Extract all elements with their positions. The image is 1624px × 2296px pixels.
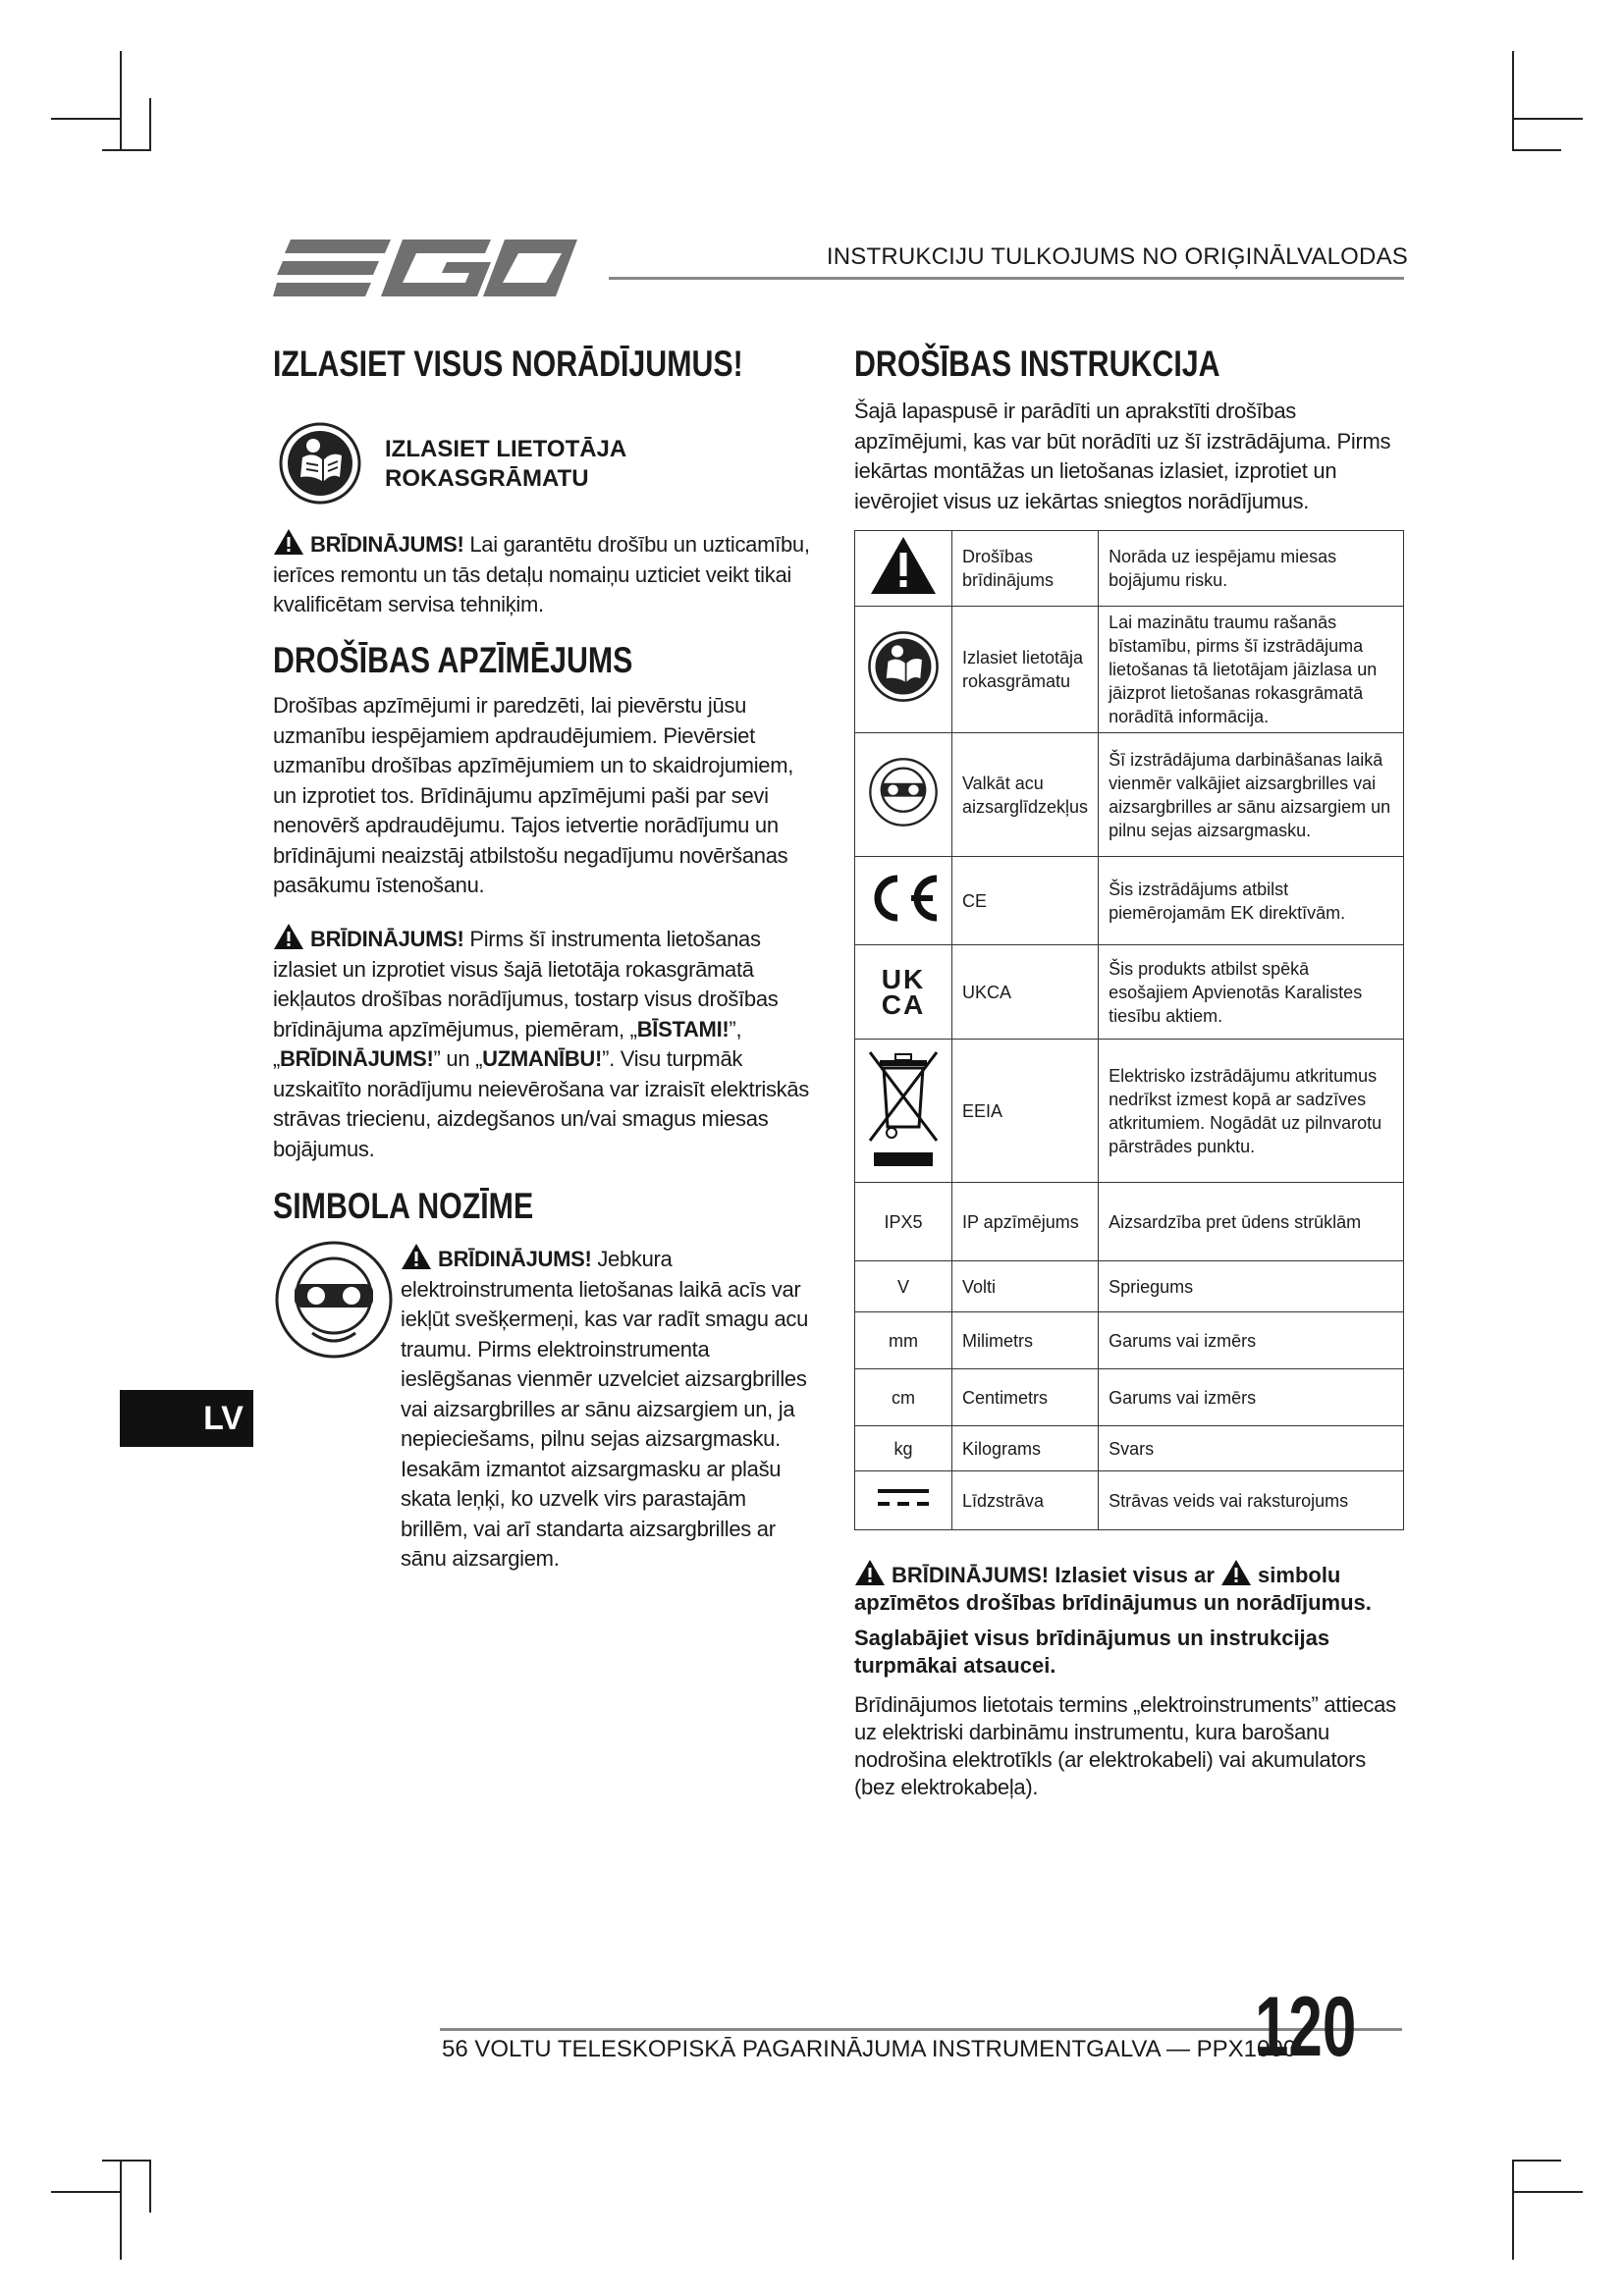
warning-triangle-icon — [1220, 1559, 1252, 1586]
crop-mark — [120, 2160, 122, 2260]
safety-symbols-text: Drošības apzīmējumi ir paredzēti, lai pievērstu jūsu uzmanību iespējamiem apdraudējumiem. Pievērsiet uzmanību drošības apzīmējumiem un to skaidrojumiem, un izprotiet tos. Brīdinājumu apzīmējumi paši par sevi nenovērš apdraudējumu. Tajos ietvertie norādījumu un brīdinājumi neaizstāj atbilstošu negadījumu novēršanas pasākumu īstenošanu. — [273, 693, 794, 897]
weee-bin-icon — [866, 1044, 941, 1172]
crop-mark — [1512, 2191, 1583, 2193]
crop-mark — [149, 2160, 151, 2213]
table-cell-name: Volti — [952, 1261, 1099, 1312]
warning2-uzmanibu: UZMANĪBU! — [482, 1046, 603, 1071]
warning2-text-a: Pirms šī instrumenta lietošanas izlasiet un izprotiet visus šajā lietotāja rokasgrāmatā iekļautos drošības norādījumus, tostarp visus drošības brīdinājuma apzīmējumus, piemēram, „ — [273, 927, 779, 1041]
table-cell-name: Drošības brīdinājums — [952, 531, 1099, 607]
table-cell-icon — [855, 733, 952, 857]
table-cell-name: UKCA — [952, 945, 1099, 1040]
footer-product: 56 VOLTU TELESKOPISKĀ PAGARINĀJUMA INSTRUMENTGALVA — PPX1000 — [442, 2036, 1297, 2062]
table-cell-name: Līdzstrāva — [952, 1471, 1099, 1530]
warning1 — [273, 528, 818, 620]
crop-mark — [120, 51, 122, 151]
heading-safety-instructions: DROŠĪBAS INSTRUKCIJA — [854, 344, 1220, 384]
direct-current-icon — [876, 1486, 931, 1510]
warning4 — [854, 1559, 1404, 1801]
heading-safety-symbols: DROŠĪBAS APZĪMĒJUMS — [273, 640, 633, 680]
table-cell-name: Kilograms — [952, 1426, 1099, 1471]
crop-mark — [149, 98, 151, 151]
table-cell-icon — [855, 1471, 952, 1530]
table-cell-symbol: cm — [855, 1369, 952, 1426]
safety-symbols-section — [273, 640, 818, 901]
crop-mark — [102, 2160, 151, 2162]
table-cell-symbol: kg — [855, 1426, 952, 1471]
table-cell-name: IP apzīmējums — [952, 1183, 1099, 1261]
crop-mark — [102, 149, 151, 151]
table-cell-icon — [855, 857, 952, 945]
crop-mark — [1512, 118, 1583, 120]
warning4-label: BRĪDINĀJUMS! — [892, 1563, 1050, 1587]
warning3 — [401, 1243, 819, 1575]
table-row — [855, 531, 1404, 607]
table-cell-desc: Šis produkts atbilst spēkā esošajiem Apvienotās Karalistes tiesību aktiem. — [1099, 945, 1404, 1040]
table-cell-desc: Strāvas veids vai raksturojums — [1099, 1471, 1404, 1530]
read-manual-icon — [866, 629, 941, 704]
table-row — [855, 1471, 1404, 1530]
table-cell-symbol: V — [855, 1261, 952, 1312]
warning3-text: Jebkura elektroinstrumenta lietošanas laikā acīs var iekļūt svešķermeņi, kas var radīt smagu acu traumu. Pirms elektroinstrumenta ieslēgšanas vienmēr uzvelciet aizsargbrilles vai aizsargbrilles ar sānu aizsargiem un, ja nepieciešams, pilnu sejas aizsargmasku. Iesakām izmantot aizsargmasku ar plašu skata leņķi, ko uzvelk virs parastajām brillēm, vai arī standarta aizsargbrilles ar sānu aizsargiem. — [401, 1247, 809, 1571]
crop-mark — [1512, 149, 1561, 151]
warning4-text-a: Izlasiet visus ar — [1055, 1563, 1215, 1587]
power-tool-definition: Brīdinājumos lietotais termins „elektroinstruments” attiecas uz elektriski darbināmu instrumentu, kura barošanu nodrošina elektrotīkls (ar elektrokabeli) vai akumulators (bez elektrokabeļa). — [854, 1692, 1396, 1799]
table-row — [855, 733, 1404, 857]
table-cell-desc: Elektrisko izstrādājumu atkritumus nedrīkst izmest kopā ar sadzīves atkritumiem. Nogādāt uz pilnvarotu pārstrādes punktu. — [1099, 1040, 1404, 1183]
warning-triangle-icon — [401, 1243, 432, 1270]
eye-protection-icon — [273, 1239, 395, 1365]
warning2-text-d: ”. Visu turpmāk uzskaitīto norādījumu neievērošana var izraisīt elektriskās strāvas triecienu, aizdegšanos un/vai smagus miesas bojājumus. — [273, 1046, 809, 1161]
table-cell-icon — [855, 1040, 952, 1183]
warning-triangle-icon — [273, 923, 304, 950]
warning-triangle-icon — [273, 528, 304, 556]
safety-intro: Šajā lapaspusē ir parādīti un aprakstīti drošības apzīmējumi, kas var būt norādīti uz šī izstrādājuma. Pirms iekārtas montāžas un lietošanas izlasiet, izprotiet un ievērojiet visus uz iekārtas sniegtos norādījumus. — [854, 399, 1391, 513]
table-cell-symbol: mm — [855, 1312, 952, 1369]
language-tab: LV — [120, 1390, 253, 1447]
save-note: Saglabājiet visus brīdinājumus un instrukcijas turpmākai atsaucei. — [854, 1626, 1330, 1678]
table-cell-name: EEIA — [952, 1040, 1099, 1183]
warning-triangle-icon — [869, 535, 938, 596]
table-row — [855, 1040, 1404, 1183]
table-cell-desc: Šī izstrādājuma darbināšanas laikā vienmēr valkājiet aizsargbrilles vai aizsargbrilles ar sānu aizsargiem un pilnu sejas aizsargmasku. — [1099, 733, 1404, 857]
table-row — [855, 607, 1404, 733]
warning2 — [273, 923, 818, 1164]
read-manual-label — [385, 435, 626, 494]
symbol-table — [854, 530, 1404, 1530]
heading-symbol-meaning: SIMBOLA NOZĪME — [273, 1186, 534, 1226]
heading-read-all: IZLASIET VISUS NORĀDĪJUMUS! — [273, 344, 743, 384]
table-cell-name: Izlasiet lietotāja rokasgrāmatu — [952, 607, 1099, 733]
eye-protection-icon — [868, 757, 939, 828]
table-cell-desc: Šis izstrādājums atbilst piemērojamām EK direktīvām. — [1099, 857, 1404, 945]
crop-mark — [51, 118, 122, 120]
ce-mark-icon — [864, 871, 943, 926]
warning1-label: BRĪDINĀJUMS! — [310, 532, 464, 557]
read-manual-line2: ROKASGRĀMATU — [385, 465, 589, 492]
table-row — [855, 1261, 1404, 1312]
table-cell-desc: Lai mazinātu traumu rašanās bīstamību, pirms šī izstrādājuma lietošanas tā lietotājam jāizlasa un jāizprot lietošanas rokasgrāmatā norādītā informācija. — [1099, 607, 1404, 733]
warning-triangle-icon — [854, 1559, 886, 1586]
warning2-text-b: ”, „ — [273, 1016, 742, 1071]
table-row — [855, 1426, 1404, 1471]
warning2-text-c: ” un „ — [433, 1046, 483, 1071]
table-cell-name: Milimetrs — [952, 1312, 1099, 1369]
read-manual-line1: IZLASIET LIETOTĀJA — [385, 436, 627, 462]
warning4-text-b: simbolu apzīmētos drošības brīdinājumus un norādījumus. — [854, 1563, 1372, 1615]
table-cell-name: Valkāt acu aizsarglīdzekļus — [952, 733, 1099, 857]
ego-logo — [273, 236, 577, 311]
symbol-meaning-section — [273, 1186, 818, 1227]
table-cell-desc: Garums vai izmērs — [1099, 1369, 1404, 1426]
ukca-mark-icon: UK CA — [881, 963, 926, 1020]
header-rule — [609, 277, 1404, 280]
crop-mark — [1512, 51, 1514, 151]
crop-mark — [1512, 2160, 1514, 2260]
warning3-label: BRĪDINĀJUMS! — [438, 1247, 592, 1271]
crop-mark — [1512, 2160, 1561, 2162]
table-row — [855, 1312, 1404, 1369]
table-cell-desc: Garums vai izmērs — [1099, 1312, 1404, 1369]
translation-note: INSTRUKCIJU TULKOJUMS NO ORIĢINĀLVALODAS — [826, 243, 1408, 270]
table-cell-icon — [855, 607, 952, 733]
table-cell-icon — [855, 945, 952, 1040]
table-cell-desc: Norāda uz iespējamu miesas bojājumu risku. — [1099, 531, 1404, 607]
warning2-bistami: BĪSTAMI! — [636, 1016, 730, 1041]
table-row — [855, 1369, 1404, 1426]
read-manual-icon — [277, 420, 363, 511]
warning1-text: Lai garantētu drošību un uzticamību, ierīces remontu un tās detaļu nomaiņu uzticiet veikt tikai kvalificētam servisa tehniķim. — [273, 532, 810, 616]
table-cell-desc: Spriegums — [1099, 1261, 1404, 1312]
safety-instructions-section — [854, 344, 1404, 516]
left-column — [273, 344, 818, 385]
table-row — [855, 857, 1404, 945]
table-cell-name: CE — [952, 857, 1099, 945]
table-cell-symbol: IPX5 — [855, 1183, 952, 1261]
warning2-bridinajums: BRĪDINĀJUMS! — [280, 1046, 434, 1071]
table-cell-name: Centimetrs — [952, 1369, 1099, 1426]
page-number: 120 — [1255, 1980, 1357, 2074]
table-cell-desc: Svars — [1099, 1426, 1404, 1471]
warning2-label: BRĪDINĀJUMS! — [310, 927, 464, 951]
table-cell-desc: Aizsardzība pret ūdens strūklām — [1099, 1183, 1404, 1261]
table-row — [855, 945, 1404, 1040]
crop-mark — [51, 2191, 122, 2193]
table-row — [855, 1183, 1404, 1261]
table-cell-icon — [855, 531, 952, 607]
